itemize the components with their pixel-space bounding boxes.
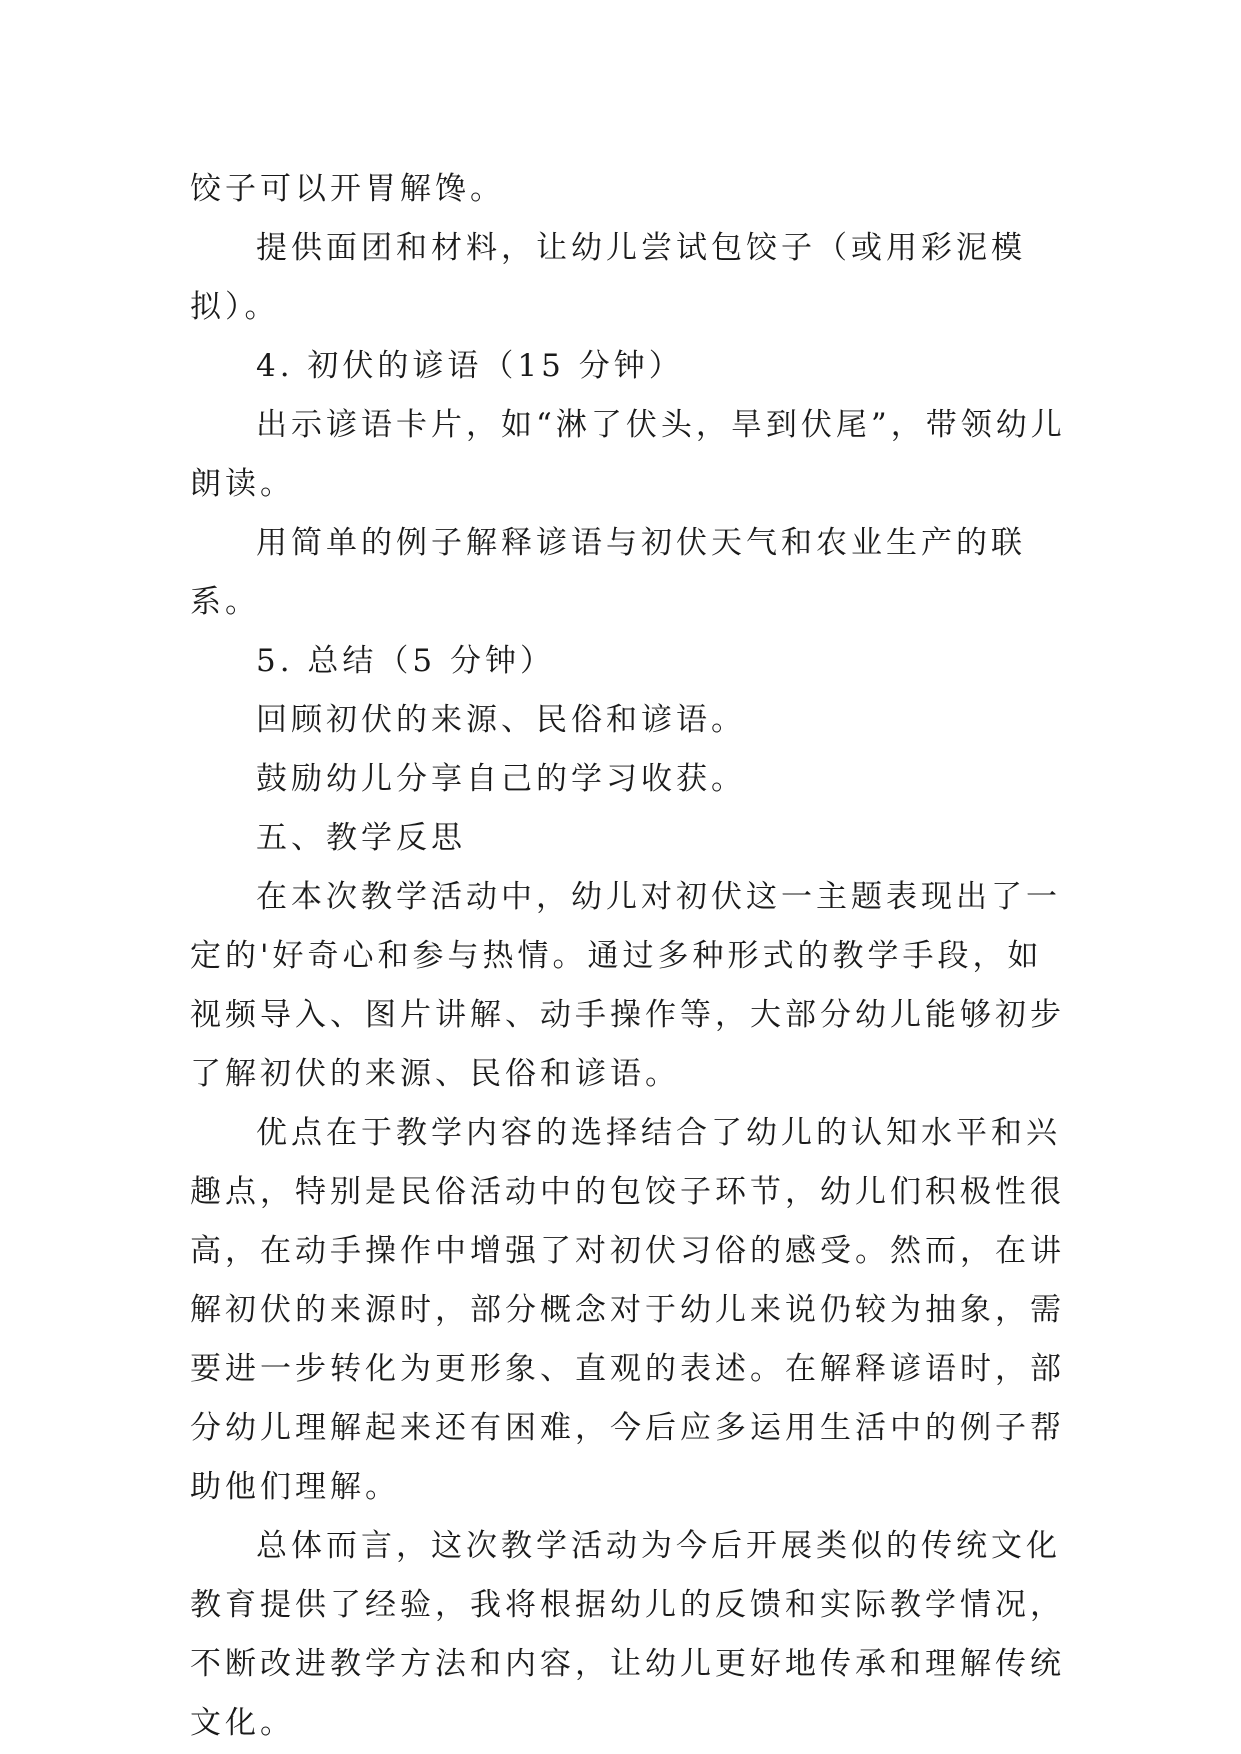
paragraph: 总体而言，这次教学活动为今后开展类似的传统文化教育提供了经验，我将根据幼儿的反馈和实际教学情况，不断改进教学方法和内容，让幼儿更好地传承和理解传统文化。 [190,1528,1065,1741]
paragraph: 提供面团和材料，让幼儿尝试包饺子（或用彩泥模拟）。 [190,230,1026,325]
section-heading: 4. 初伏的谚语（15 分钟） [256,348,684,384]
section-heading: 五、教学反思 [256,820,466,856]
paragraph: 用简单的例子解释谚语与初伏天气和农业生产的联系。 [190,525,1026,620]
paragraph: 饺子可以开胃解馋。 [190,171,505,207]
paragraph: 优点在于教学内容的选择结合了幼儿的认知水平和兴趣点，特别是民俗活动中的包饺子环节，幼儿们积极性很高，在动手操作中增强了对初伏习俗的感受。然而，在讲解初伏的来源时，部分概念对于幼儿来说仍较为抽象，需要进一步转化为更形象、直观的表述。在解释谚语时，部分幼儿理解起来还有困难，今后应多运用生活中的例子帮助他们理解。 [190,1115,1065,1505]
document-body [190,160,1070,1753]
paragraph: 在本次教学活动中，幼儿对初伏这一主题表现出了一定的'好奇心和参与热情。通过多种形式的教学手段，如视频导入、图片讲解、动手操作等，大部分幼儿能够初步了解初伏的来源、民俗和谚语。 [190,879,1065,1092]
section-heading: 5. 总结（5 分钟） [256,643,556,679]
paragraph: 回顾初伏的来源、民俗和谚语。 [256,702,746,738]
paragraph: 鼓励幼儿分享自己的学习收获。 [256,761,746,797]
paragraph: 出示谚语卡片，如“淋了伏头，旱到伏尾”，带领幼儿朗读。 [190,407,1066,502]
